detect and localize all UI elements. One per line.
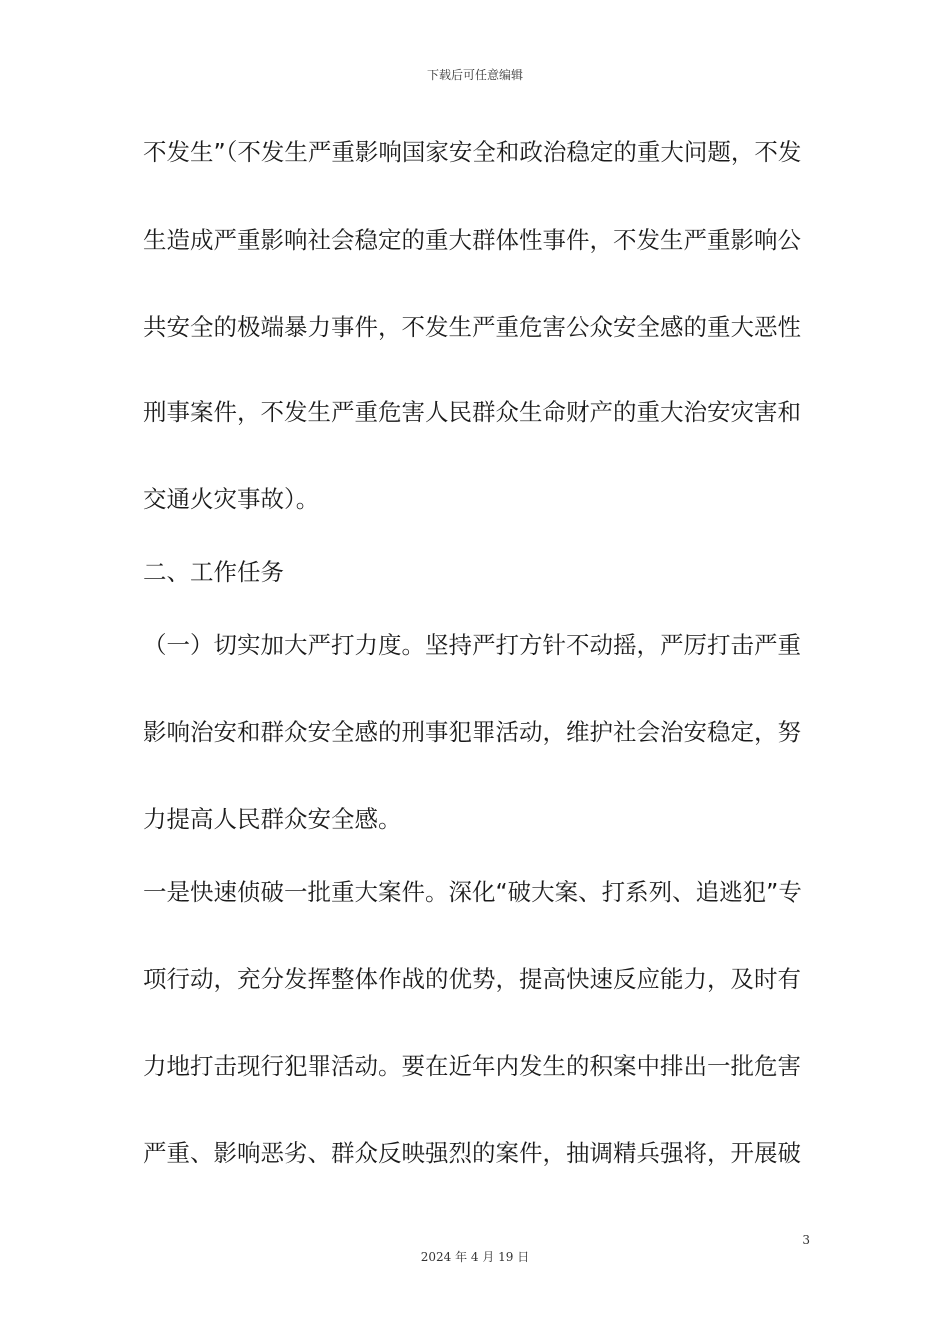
footer-date: 2024 年 4 月 19 日 — [420, 1250, 530, 1264]
text-line: 项行动，充分发挥整体作战的优势，提高快速反应能力，及时有 — [143, 965, 801, 993]
text-line: 力提高人民群众安全感。 — [143, 805, 402, 833]
header-note: 下载后可任意编辑 — [426, 68, 523, 82]
text-line: 刑事案件，不发生严重危害人民群众生命财产的重大治安灾害和 — [143, 398, 801, 426]
section-heading: 二、工作任务 — [143, 558, 284, 586]
text-line: 严重、影响恶劣、群众反映强烈的案件，抽调精兵强将，开展破 — [143, 1139, 801, 1167]
text-line: （一）切实加大严打力度。坚持严打方针不动摇，严厉打击严重 — [143, 631, 801, 659]
text-line: 不发生”（不发生严重影响国家安全和政治稳定的重大问题，不发 — [143, 138, 802, 166]
text-line: 生造成严重影响社会稳定的重大群体性事件，不发生严重影响公 — [143, 226, 801, 254]
text-line: 交通火灾事故）。 — [143, 485, 320, 513]
text-line: 共安全的极端暴力事件，不发生严重危害公众安全感的重大恶性 — [143, 313, 801, 341]
page-number: 3 — [802, 1233, 810, 1247]
text-line: 影响治安和群众安全感的刑事犯罪活动，维护社会治安稳定，努 — [143, 718, 801, 746]
text-line: 力地打击现行犯罪活动。要在近年内发生的积案中排出一批危害 — [143, 1052, 801, 1080]
text-line: 一是快速侦破一批重大案件。深化“破大案、打系列、追逃犯”专 — [143, 878, 802, 906]
